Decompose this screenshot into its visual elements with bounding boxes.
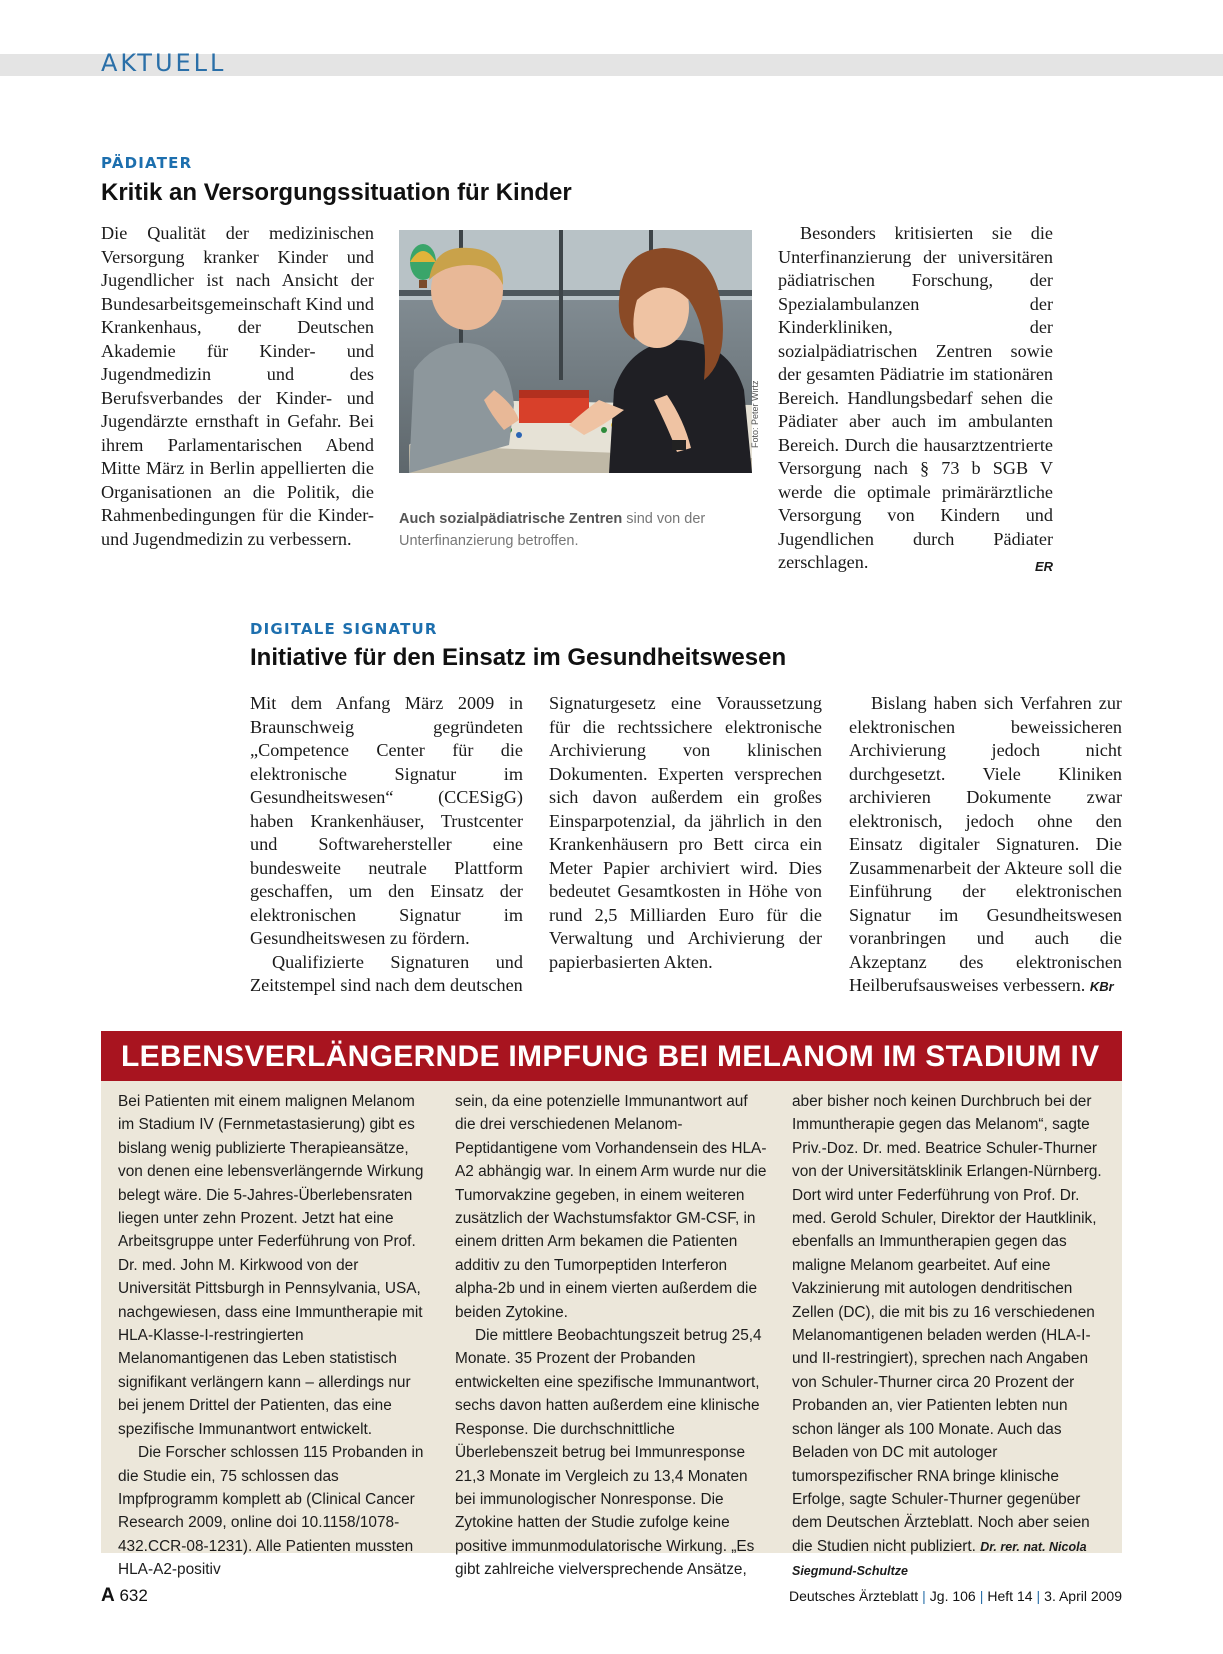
- article1-column-1: [101, 222, 374, 551]
- caption-lead: Auch sozialpädiatrische Zentren: [399, 511, 623, 527]
- section-label: AKTUELL: [101, 49, 227, 77]
- article1-kicker: PÄDIATER: [101, 154, 193, 172]
- box-paragraph: aber bisher noch keinen Durchbruch bei der Immuntherapie gegen das Melanom“, sagte Priv.-Doz. Dr. med. Beatrice Schuler-Thurner von der Universitätsklinik Erlangen-Nürnberg. Dort wird unter Federführung von Prof. Dr. med. Gerold Schuler, Direktor der Hautklinik, ebenfalls an Immuntherapien gegen das maligne Melanom gearbeitet. Auf eine Vakzinierung mit autologen dendritischen Zellen (DC), die mit bis zu 16 verschiedenen Melanomantigenen beladen werden (HLA-I- und II-restringiert), sprechen nach Angaben von Schuler-Thurner circa 20 Prozent der Probanden an, vier Patienten lebten nun schon länger als 100 Monate. Auch das Beladen von DC mit autologer tumorspezifischer RNA bringe klinische Erfolge, sagte Schuler-Thurner gegenüber dem Deutschen Ärzteblatt. Noch aber seien die Studien nicht publiziert. Dr. rer. nat. Nicola Siegmund-Schultze: [792, 1093, 1102, 1579]
- article1-headline: Kritik an Versorgungssituation für Kinder: [101, 179, 572, 206]
- journal-footer: Deutsches Ärzteblatt | Jg. 106 | Heft 14 | 3. April 2009: [788, 1588, 1122, 1604]
- article1-author: ER: [1034, 559, 1053, 574]
- article2-column-2: [549, 692, 822, 974]
- journal-issue: Heft 14: [987, 1588, 1033, 1604]
- article-photo: [399, 230, 752, 473]
- journal-volume: Jg. 106: [929, 1588, 976, 1604]
- box-paragraph: Die Forscher schlossen 115 Probanden in die Studie ein, 75 schlossen das Impfprogramm komplett ab (Clinical Cancer Research 2009, online doi 10.1158/1078-432.CCR-08-1231). Alle Patienten mussten HLA-A2-positiv: [118, 1444, 424, 1579]
- article2-column-3: [849, 692, 1122, 999]
- article2-kicker: DIGITALE SIGNATUR: [250, 620, 438, 638]
- article2-paragraph: Signaturgesetz eine Voraussetzung für die rechtssichere elektronische Archivierung von klinischen Dokumenten. Experten versprechen sich davon außerdem ein großes Einsparpotenzial, da jährlich in den Krankenhäusern pro Bett circa ein Meter Papier archiviert wird. Dies bedeutet Gesamtkosten in Höhe von rund 2,5 Milliarden Euro für die Verwaltung und Archivierung der papierbasierten Akten.: [549, 693, 822, 972]
- article2-paragraph: Mit dem Anfang März 2009 in Braunschweig gegründeten „Competence Center für die elektronische Signatur im Gesundheitswesen“ (CCESigG) haben Krankenhäuser, Trustcenter und Softwarehersteller eine bundesweite neutrale Plattform geschaffen, um den Einsatz der elektronischen Signatur im Gesundheitswesen zu fördern.: [250, 693, 523, 948]
- article2-column-1: [250, 692, 523, 998]
- box-paragraph: sein, da eine potenzielle Immunantwort auf die drei verschiedenen Melanom-Peptidantigene vom Vorhandensein des HLA-A2 abhängig war. In einem Arm wurde nur die Tumorvakzine gegeben, in einem weiteren zusätzlich der Wachstumsfaktor GM-CSF, in einem dritten Arm bekamen die Patienten additiv zu den Tumorpeptiden Interferon alpha-2b und in einem vierten außerdem die beiden Zytokine.: [455, 1093, 767, 1321]
- box-author: Dr. rer. nat. Nicola Siegmund-Schultze: [792, 1539, 1087, 1579]
- article2-paragraph: Qualifizierte Signaturen und Zeitstempel sind nach dem deutschen: [250, 951, 523, 995]
- box-column-1: [118, 1090, 430, 1582]
- box-paragraph: Bei Patienten mit einem malignen Melanom im Stadium IV (Fernmetastasierung) gibt es bislang wenig publizierte Therapieansätze, von denen eine lebensverlängernde Wirkung belegt wäre. Die 5-Jahres-Überlebensraten liegen unter zehn Prozent. Jetzt hat eine Arbeitsgruppe unter Federführung von Prof. Dr. med. John M. Kirkwood von der Universität Pittsburgh in Pennsylvania, USA, nachgewiesen, dass eine Immuntherapie mit HLA-Klasse-I-restringierten Melanomantigenen das Leben statistisch signifikant verlängern kann – allerdings nur bei jenem Drittel der Patienten, das eine spezifische Immunantwort entwickelt.: [118, 1093, 424, 1438]
- photo-credit: Foto: Peter Wirtz: [750, 380, 760, 448]
- photo-caption: [399, 508, 759, 552]
- article2-author: KBr: [1089, 979, 1114, 994]
- box-paragraph: Die mittlere Beobachtungszeit betrug 25,4 Monate. 35 Prozent der Probanden entwickelten eine spezifische Immunantwort, sechs davon hatten außerdem eine klinische Response. Die durchschnittliche Überlebenszeit betrug bei Immunresponse 21,3 Monate im Vergleich zu 13,4 Monaten bei immunologischer Nonresponse. Die Zytokine hatten der Studie zufolge keine positive immunmodulatorische Wirkung. „Es gibt zahlreiche vielversprechende Ansätze,: [455, 1327, 762, 1579]
- photo-illustration: [399, 230, 752, 473]
- article2-headline: Initiative für den Einsatz im Gesundheitswesen: [250, 644, 787, 671]
- article1-paragraph: Die Qualität der medizinischen Versorgung kranker Kinder und Jugendlicher ist nach Ansicht der Bundesarbeitsgemeinschaft Kind und Krankenhaus, der Deutschen Akademie für Kinder- und Jugendmedizin und des Berufsverbandes der Kinder- und Jugendärzte ernsthaft in Gefahr. Bei ihrem Parlamentarischen Abend Mitte März in Berlin appellierten die Organisationen an die Politik, die Rahmenbedingungen für die Kinder- und Jugendmedizin zu verbessern.: [101, 223, 374, 549]
- box-column-2: [455, 1090, 767, 1582]
- caption-text: sind von der Unterfinanzierung betroffen.: [399, 511, 706, 549]
- journal-name: Deutsches Ärzteblatt: [788, 1588, 919, 1604]
- page-number: A 632: [101, 1585, 148, 1606]
- article1-paragraph: Besonders kritisierten sie die Unterfinanzierung der universitären pädiatrischen Forschung, der Spezialambulanzen der Kinderkliniken, der sozialpädiatrischen Zentren sowie der gesamten Pädiatrie im stationären Bereich. Handlungsbedarf sehen die Pädiater aber auch im ambulanten Bereich. Durch die hausarztzentrierte Versorgung nach § 73 b SGB V werde die optimale primärärztliche Versorgung von Kindern und Jugendlichen durch Pädiater zerschlagen. ER: [778, 222, 1053, 575]
- article2-paragraph: Bislang haben sich Verfahren zur elektronischen beweissicheren Archivierung jedoch nicht durchgesetzt. Viele Kliniken archivieren Dokumente zwar elektronisch, jedoch ohne den Einsatz digitaler Signaturen. Die Zusammenarbeit der Akteure soll die Einführung der elektronischen Signatur im Gesundheitswesen voranbringen und auch die Akzeptanz des elektronischen Heilberufsausweises verbessern. KBr: [849, 693, 1122, 995]
- box-column-3: [792, 1090, 1104, 1584]
- article1-column-2: [778, 222, 1053, 579]
- journal-date: 3. April 2009: [1044, 1588, 1122, 1604]
- info-box-title: LEBENSVERLÄNGERNDE IMPFUNG BEI MELANOM IM STADIUM IV: [121, 1040, 1100, 1073]
